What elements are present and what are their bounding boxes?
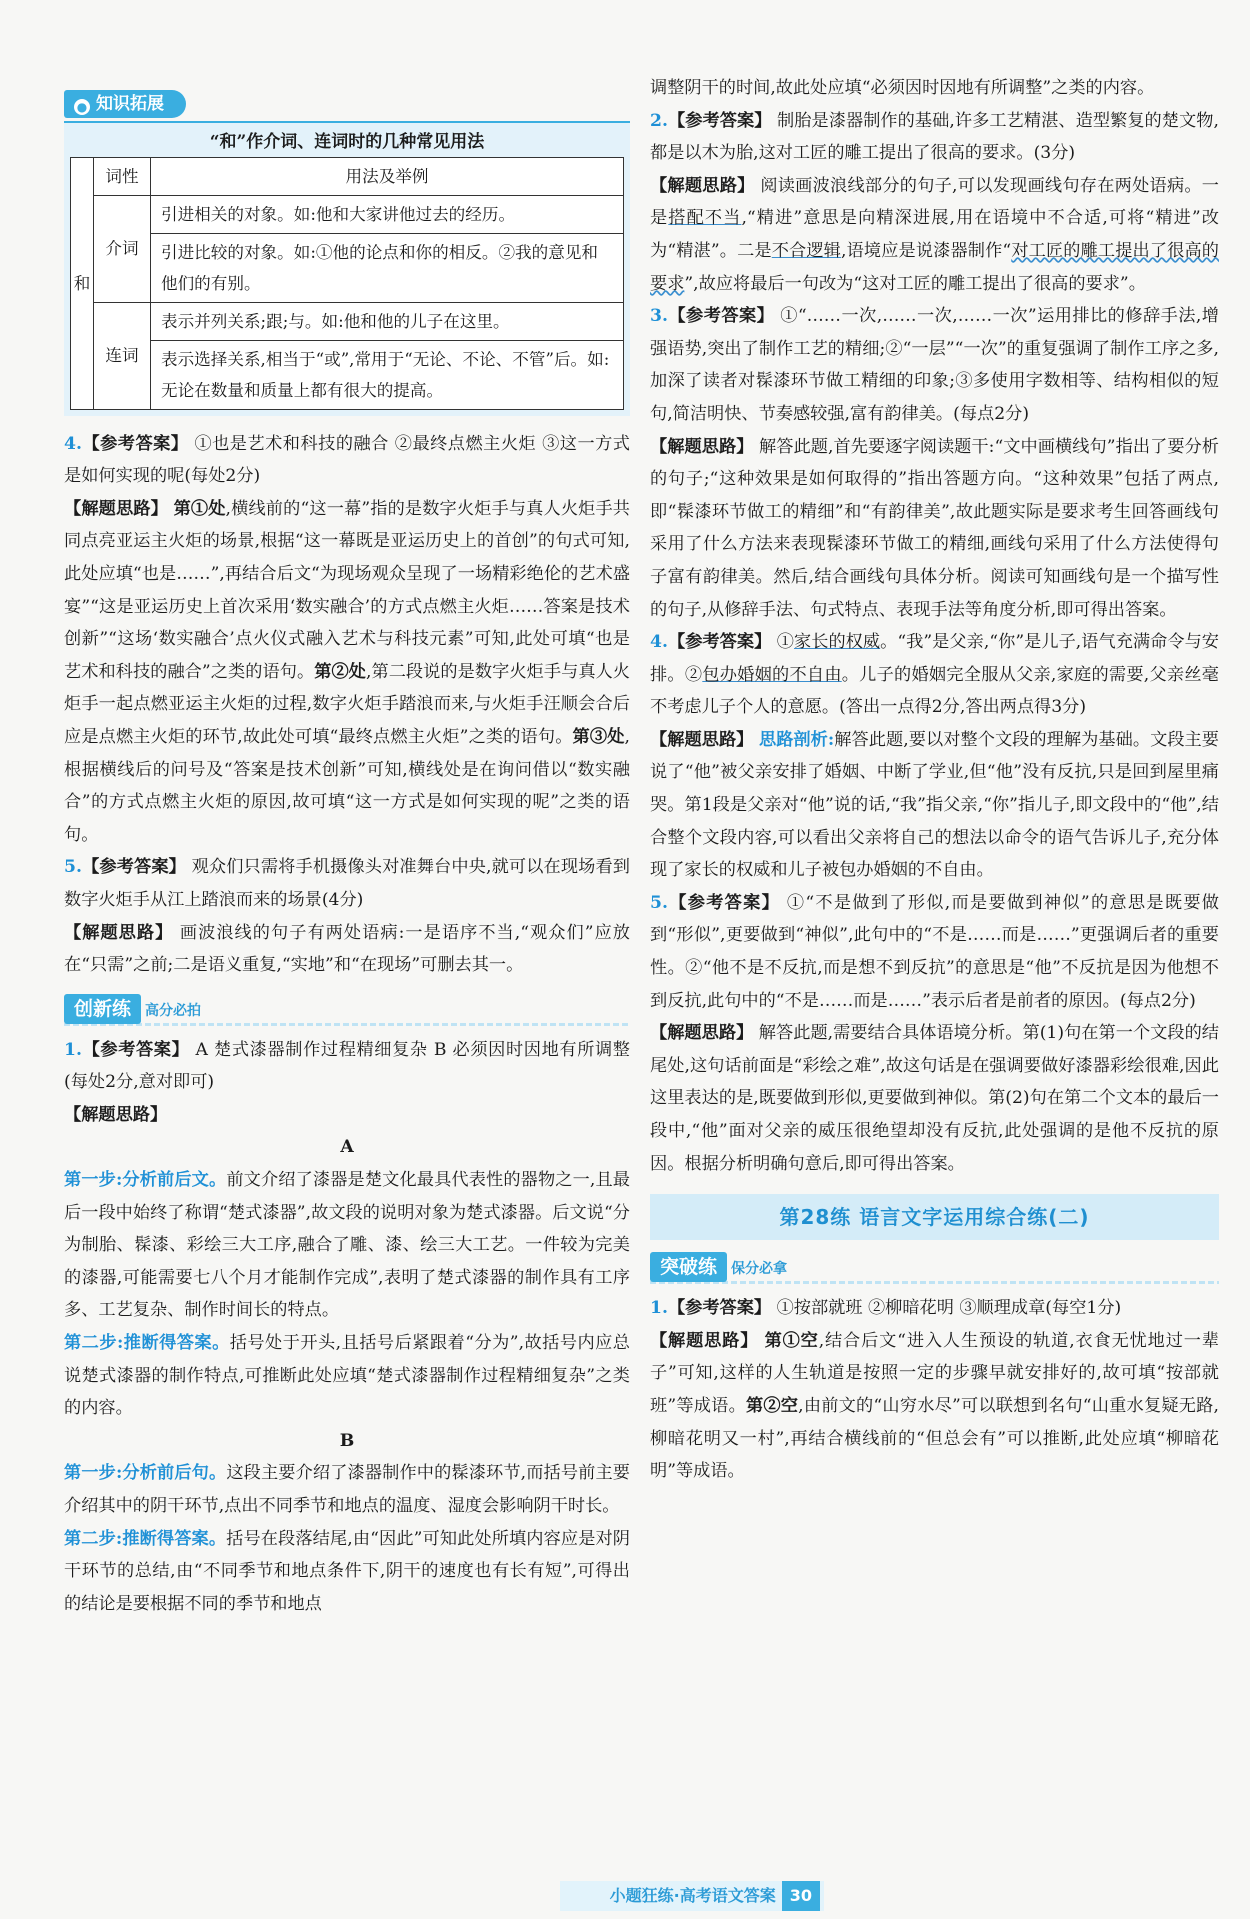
q2-analysis: 【解题思路】 阅读画波浪线部分的句子,可以发现画线句存在两处语病。一是搭配不当,“精进”意思是向精深进展,用在语境中不合适,可将“精进”改为“精湛”。二是不合逻辑,语境应是说漆器制作“对工匠的雕工提出了很高的要求”,故应将最后一句改为“这对工匠的雕工提出了很高的要求”。: [650, 175, 1219, 294]
table-header-pos: 词性: [94, 157, 151, 195]
q3-answer: 3.【参考答案】 ①“……一次,……一次,……一次”运用排比的修辞手法,增强语势,突出了制作工艺的精细;②“一层”“一次”的重复强调了制作工序之多,加深了读者对髹漆环节做工精细的印象;③多使用字数相等、结构相似的短句,简洁明快、节奏感较强,富有韵律美。(每点2分): [650, 306, 1219, 424]
q4-analysis: 【解题思路】 第①处,横线前的“这一幕”指的是数字火炬手与真人火炬手共同点亮亚运主火炬的场景,根据“这一幕既是亚运历史上的首创”的句式可知,此处应填“也是……”,再结合后文“为现场观众呈现了一场精彩绝伦的艺术盛宴”“这是亚运历史上首次采用‘数实融合’的方式点燃主火炬……答案是技术创新”“这场‘数实融合’点火仪式融入艺术与科技元素”可知,此处可填“也是艺术和科技的融合”之类的语句。第②处,第二段说的是数字火炬手与真人火炬手一起点燃亚运主火炬的过程,数字火炬手踏浪而来,与火炬手汪顺会合后应是点燃主火炬的环节,故此处可填“最终点燃主火炬”之类的语句。第③处,根据横线后的问号及“答案是技术创新”可知,横线处是在询问借以“数实融合”的方式点燃主火炬的原因,故可填“这一方式是如何实现的呢”之类的语句。: [64, 498, 630, 845]
knowledge-title: “和”作介词、连词时的几种常见用法: [209, 131, 485, 152]
part-b-step1: 第一步:分析前后句。这段主要介绍了漆器制作中的髹漆环节,而括号前主要介绍其中的阴干环节,点出不同季节和地点的温度、湿度会影响阴干时长。: [64, 1463, 630, 1516]
part-a-step2: 第二步:推断得答案。括号处于开头,且括号后紧跟着“分为”,故括号内应总说楚式漆器的制作特点,可推断此处应填“楚式漆器制作过程精细复杂”之类的内容。: [64, 1333, 630, 1419]
part-b-step2: 第二步:推断得答案。括号在段落结尾,由“因此”可知此处所填内容应是对阴干环节的总结,由“不同季节和地点条件下,阴干的速度也有长有短”,可得出的结论是要根据不同的季节和地点: [64, 1528, 630, 1614]
part-a-step1: 第一步:分析前后文。前文介绍了漆器是楚文化最具代表性的器物之一,且最后一段中始终了称谓“楚式漆器”,故文段的说明对象为楚式漆器。后文说“分为制胎、髹漆、彩绘三大工序,融合了雕、漆、绘三大工艺。一件较为完美的漆器,可能需要七八个月才能制作完成”,表明了楚式漆器的制作具有工序多、工艺复杂、制作时间长的特点。: [64, 1170, 630, 1321]
q5r-answer: 5.【参考答案】 ①“不是做到了形似,而是要做到神似”的意思是既要做到“形似”,更要做到“神似”,此句中的“不是……而是……”更强调后者的重要性。②“他不是不反抗,而是想不到反抗”的意思是“他”不反抗是因为他想不到反抗,此句中的“不是……而是……”表示后者是前者的原因。(每点2分): [650, 892, 1219, 1011]
page-footer: 小题狂练·高考语文答案 30: [560, 1881, 824, 1911]
knowledge-tag: ● 知识拓展: [64, 90, 186, 118]
q5-analysis: 【解题思路】 画波浪线的句子有两处语病:一是语序不当,“观众们”应放在“只需”之前;二是语义重复,“实地”和“在现场”可删去其一。: [64, 922, 630, 976]
left-column: [64, 88, 630, 1620]
t1-answer: 1.【参考答案】 ①按部就班 ②柳暗花明 ③顺理成章(每空1分): [650, 1298, 1122, 1319]
table-word: 和: [71, 157, 94, 409]
section-subtitle: 保分必拿: [731, 1261, 788, 1278]
q4r-answer: 4.【参考答案】 ①家长的权威。“我”是父亲,“你”是儿子,语气充满命令与安排。②包办婚姻的不自由。儿子的婚姻完全服从父亲,家庭的需要,父亲丝毫不考虑儿子个人的意愿。(答出一点得2分,答出两点得3分): [650, 632, 1219, 718]
table-cell: 引进相关的对象。如:他和大家讲他过去的经历。: [151, 195, 624, 233]
table-conj: 连词: [94, 302, 151, 409]
q4-answer: 4.【参考答案】 ①也是艺术和科技的融合 ②最终点燃主火炬 ③这一方式是如何实现的呢(每处2分): [64, 433, 630, 487]
q5-answer: 5.【参考答案】 观众们只需将手机摄像头对准舞台中央,就可以在现场看到数字火炬手从江上踏浪而来的场景(4分): [64, 857, 630, 910]
table-cell: 表示并列关系;跟;与。如:他和他的儿子在这里。: [151, 302, 624, 340]
section-tag: 突破练: [650, 1252, 727, 1282]
c1-answer: 1.【参考答案】 A 楚式漆器制作过程精细复杂 B 必须因时因地有所调整(每处2分,意对即可): [64, 1039, 630, 1093]
search-icon: ●: [74, 99, 90, 115]
table-prep: 介词: [94, 195, 151, 302]
q5r-analysis: 【解题思路】 解答此题,需要结合具体语境分析。第(1)句在第一个文段的结尾处,这句话前面是“彩绘之难”,故这句话是在强调要做好漆器彩绘很难,因此这里表达的是,既要做到形似,更要做到神似。第(2)句在第二个文本的最后一段中,“他”面对父亲的威压很绝望却没有反抗,此处强调的是他不反抗的原因。根据分析明确句意后,即可得出答案。: [650, 1023, 1219, 1174]
knowledge-content: [64, 121, 630, 416]
c1-analysis-head: 【解题思路】: [64, 1104, 168, 1125]
usage-table: [70, 157, 624, 410]
table-header-usage: 用法及举例: [151, 157, 624, 195]
continued-text: 调整阴干的时间,故此处应填“必须因时因地有所调整”之类的内容。: [650, 78, 1155, 98]
section-tag: 创新练: [64, 994, 141, 1024]
section-subtitle: 高分必拍: [145, 1002, 202, 1019]
t1-analysis: 【解题思路】 第①空,结合后文“进入人生预设的轨道,衣食无忧地过一辈子”可知,这样的人生轨道是按照一定的步骤早就安排好的,故可填“按部就班”等成语。第②空,由前文的“山穷水尽”可以联想到名句“山重水复疑无路,柳暗花明又一村”,再结合横线前的“但总会有”可以推断,此处应填“柳暗花明”等成语。: [650, 1330, 1219, 1482]
q3-analysis: 【解题思路】 解答此题,首先要逐字阅读题干:“文中画横线句”指出了要分析的句子;“这种效果是如何取得的”指出答题方向。“这种效果”包括了两点,即“髹漆环节做工的精细”和“有韵律美”,故此题实际是要求考生回答画线句采用了什么方法来表现髹漆环节做工的精细,画线句采用了什么方法使得句子富有韵律美。然后,结合画线句具体分析。阅读可知画线句是一个描写性的句子,从修辞手法、句式特点、表现手法等角度分析,即可得出答案。: [650, 436, 1219, 620]
section-breakthrough: [650, 1252, 1219, 1286]
exercise-banner: 第28练 语言文字运用综合练(二): [650, 1194, 1219, 1240]
q4r-analysis: 【解题思路】 思路剖析:解答此题,要以对整个文段的理解为基础。文段主要说了“他”被父亲安排了婚姻、中断了学业,但“他”没有反抗,只是回到屋里痛哭。第1段是父亲对“他”说的话,“我”指父亲,“你”指儿子,即文段中的“他”,结合整个文段内容,可以看出父亲将自己的想法以命令的语气告诉儿子,充分体现了家长的权威和儿子被包办婚姻的不自由。: [650, 729, 1219, 881]
page-number: 30: [782, 1881, 820, 1911]
table-cell: 引进比较的对象。如:①他的论点和你的相反。②我的意见和他们的有别。: [151, 233, 624, 302]
part-a-head: A: [340, 1137, 354, 1158]
q2-answer: 2.【参考答案】 制胎是漆器制作的基础,许多工艺精湛、造型繁复的楚文物,都是以木为胎,这对工匠的雕工提出了很高的要求。(3分): [650, 110, 1219, 164]
section-innovation: [64, 994, 630, 1028]
knowledge-box: [64, 88, 630, 416]
part-b-head: B: [339, 1430, 355, 1451]
table-cell: 表示选择关系,相当于“或”,常用于“无论、不论、不管”后。如:无论在数量和质量上都有很大的提高。: [151, 340, 624, 409]
right-column: [650, 72, 1219, 1488]
